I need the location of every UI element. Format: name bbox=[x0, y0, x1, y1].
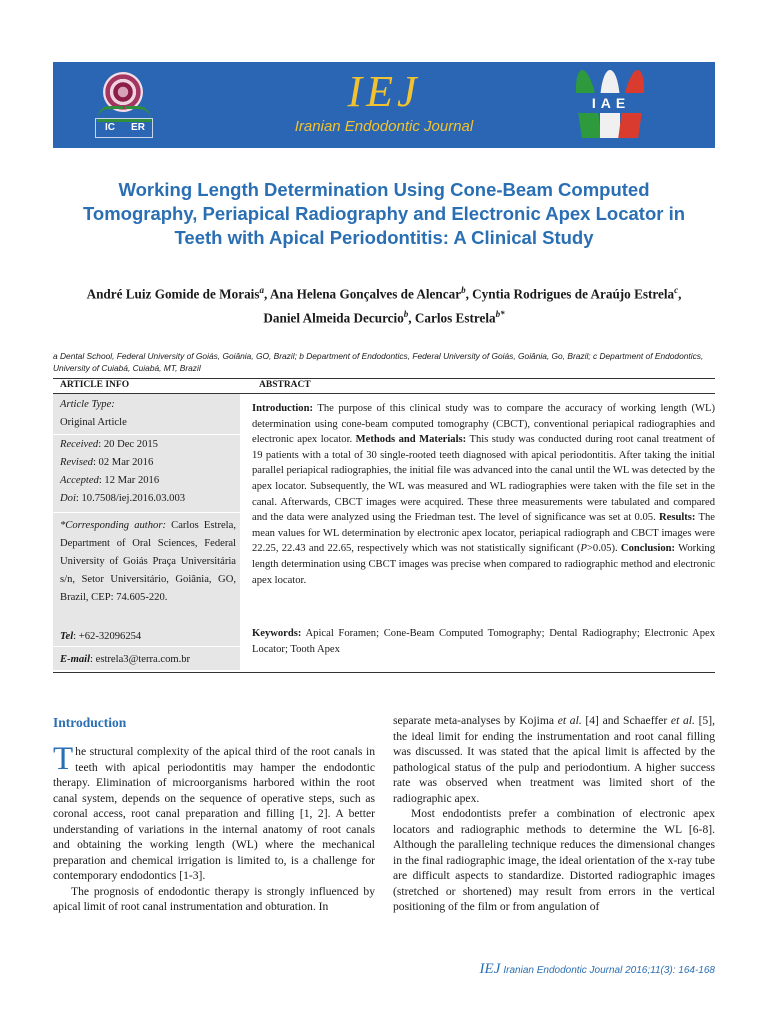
author-separator: , bbox=[678, 286, 682, 302]
intro-paragraph-2: The prognosis of endodontic therapy is strongly influenced by apical limit of root canal instrumentation and obturation. In bbox=[53, 884, 375, 913]
article-type-label: Article Type: bbox=[60, 399, 115, 410]
keywords bbox=[252, 626, 715, 657]
accepted-label: Accepted bbox=[60, 475, 99, 486]
et-al: et al. bbox=[557, 714, 582, 727]
journal-abbrev: IEJ bbox=[347, 67, 421, 116]
abstract-results-b: >0.05). bbox=[586, 543, 618, 555]
author-name: Daniel Almeida Decurcio bbox=[263, 310, 404, 326]
abstract-text bbox=[252, 401, 715, 588]
text-run: [5], the ideal limit for ending the instrumentation and root canal filling was discussed. It was stated that the apical limit is affected by the pathological status of the pulp and periodontium. A higher success rate was observed when treatment was limited short of the radiographic apex. bbox=[393, 714, 715, 805]
introduction-heading: Introduction bbox=[53, 715, 127, 730]
footer-journal-abbrev: IEJ bbox=[479, 961, 501, 977]
footer-citation: Iranian Endodontic Journal 2016;11(3): 164-168 bbox=[503, 965, 715, 976]
text-run: [4] and Schaeffer bbox=[581, 714, 671, 727]
email-label: E-mail bbox=[60, 654, 91, 665]
abstract-header: ABSTRACT bbox=[259, 380, 311, 390]
abstract-results-label: Results: bbox=[658, 512, 696, 524]
corresponding-author bbox=[60, 517, 236, 607]
intro-paragraph-1-text: he structural complexity of the apical third of the root canals in teeth with apical periodontitis may hamper the endodontic therapy. Elimination of microorganisms harbored within the root canal system, depends on the sequence of operative steps, such as coronal access, root canal preparation and filling [1, 2]. A better understanding of variations in the internal anatomy of root canals and obtaining the working length (WL) where the mechanical preparation and chemical irrigation is limited to, is a challenge for contemporary endodontics [1-3]. bbox=[53, 745, 375, 882]
email-info bbox=[60, 651, 236, 669]
author-affiliation-mark: a bbox=[259, 285, 264, 295]
abstract-intro: The purpose of this clinical study was to compare the accuracy of working length (WL) determination using cone-beam computed tomography (CBCT), conventional periapical radiographies and electronic apex locator. bbox=[252, 403, 715, 446]
revised-label: Revised bbox=[60, 457, 93, 468]
author-separator: , bbox=[408, 310, 415, 326]
drop-cap: T bbox=[53, 741, 74, 777]
author-separator: , bbox=[263, 286, 270, 302]
keywords-list: Apical Foramen; Cone-Beam Computed Tomography; Dental Radiography; Electronic Apex Locator; Tooth Apex bbox=[252, 628, 715, 655]
author-name: Ana Helena Gonçalves de Alencar bbox=[269, 286, 462, 302]
journal-banner bbox=[53, 62, 715, 148]
keywords-label: Keywords: bbox=[252, 628, 302, 639]
text-run: separate meta-analyses by Kojima bbox=[393, 714, 558, 727]
box-top-rule bbox=[53, 378, 715, 379]
author-affiliation-mark: c bbox=[674, 285, 679, 295]
icer-logo-text-2: ER bbox=[131, 122, 145, 133]
abstract-conclusion-label: Conclusion: bbox=[620, 543, 676, 555]
body-column-left bbox=[53, 741, 375, 915]
author-affiliation-mark: b bbox=[461, 285, 466, 295]
et-al: et al. bbox=[670, 714, 695, 727]
doi-label: Doi bbox=[60, 493, 76, 504]
author-list bbox=[60, 280, 708, 329]
author-name: Carlos Estrela bbox=[414, 310, 496, 326]
page-footer bbox=[480, 961, 715, 978]
abstract-conclusion: Working length determination using CBCT images was precise when compared to radiographic method and electronic apex locator. bbox=[252, 543, 715, 586]
author-affiliation-mark: b bbox=[403, 309, 409, 320]
contact-info bbox=[60, 628, 236, 646]
intro-paragraph-4: Most endodontists prefer a combination of electronic apex locators and radiographic methods to determine the WL [6-8]. Although the paralleling technique reduces the dimensional changes in the final radiographic image, the ideal orientation of the x-ray tube are difficult aspects to standardize. Distorted radiographic images (stretched or shortened) may result from errors in the vertical positioning of the film or from angulation of bbox=[393, 807, 715, 913]
email-link[interactable]: : estrela3@terra.com.br bbox=[90, 654, 191, 665]
intro-paragraph-3 bbox=[393, 713, 715, 806]
icer-logo-text-1: IC bbox=[105, 122, 115, 133]
author-name: Cyntia Rodrigues de Araújo Estrela bbox=[472, 286, 675, 302]
info-separator bbox=[53, 646, 240, 647]
info-separator bbox=[53, 434, 240, 435]
p-symbol: P bbox=[580, 543, 587, 555]
journal-name: Iranian Endodontic Journal bbox=[294, 118, 474, 135]
revised-date: : 02 Mar 2016 bbox=[92, 457, 154, 468]
tel-value: : +62-32096254 bbox=[73, 631, 142, 642]
corresponding-author-label: *Corresponding author: bbox=[60, 520, 166, 531]
article-info-header: ARTICLE INFO bbox=[60, 380, 130, 390]
abstract-methods: This study was conducted during root canal treatment of 19 patients with a total of 30 single-rooted teeth diagnosed with apical periodontitis. After taking the initial parallel periapical radiographies, the initial file was advanced into the canal until the WL was detected by the apex locator. Subsequently, the WL was measured and WL radiographies were taken with the file set in the canal. Afterwards, CBCT images were acquired. These three measurements were tabulated and compared and the data were analyzed using the Friedman test. The level of significance was set at 0.05. bbox=[252, 434, 715, 524]
author-separator: , bbox=[465, 286, 473, 302]
info-separator bbox=[53, 512, 240, 513]
article-info-panel bbox=[53, 394, 240, 670]
abstract-results-a: The mean values for WL determination by electronic apex locator, periapical radiograph and CBCT images were 22.25, 22.43 and 22.65, respectively which was not statistically significant ( bbox=[252, 512, 715, 555]
received-date: : 20 Dec 2015 bbox=[98, 439, 158, 450]
article-title: Working Length Determination Using Cone-Beam Computed Tomography, Periapical Radiography and Electronic Apex Locator in Teeth with Apical Periodontitis: A Clinical Study bbox=[82, 179, 686, 248]
abstract-methods-label: Methods and Materials: bbox=[355, 434, 467, 446]
body-column-right bbox=[393, 713, 715, 915]
iae-logo bbox=[573, 70, 649, 140]
box-bottom-rule bbox=[53, 672, 715, 673]
author-affiliation-mark: b* bbox=[495, 309, 505, 320]
accepted-date: : 12 Mar 2016 bbox=[98, 475, 160, 486]
doi-link[interactable]: : 10.7508/iej.2016.03.003 bbox=[75, 493, 186, 504]
author-name: André Luiz Gomide de Morais bbox=[86, 286, 260, 302]
article-type-value: Original Article bbox=[60, 417, 127, 428]
abstract-intro-label: Introduction: bbox=[252, 403, 314, 414]
tel-label: Tel bbox=[60, 631, 74, 642]
corresponding-author-address: Carlos Estrela, Department of Oral Sciences, Federal University of Goiás Praça Universitária s/n, Setor Universitário, Goiânia, GO, Brazil, CEP: 74.605-220. bbox=[60, 520, 236, 603]
article-dates bbox=[60, 436, 236, 508]
intro-paragraph-1 bbox=[53, 741, 375, 884]
iae-logo-text: IAE bbox=[573, 93, 649, 113]
received-label: Received bbox=[60, 439, 99, 450]
affiliations: a Dental School, Federal University of Goiás, Goiânia, GO, Brazil; b Department of Endodontics, Federal University of Goiás, Goiânia, Go, Brazil; c Department of Endodontics, University of Cuiabá, Cuiabá, MT, Brazil bbox=[53, 351, 704, 373]
article-type bbox=[60, 396, 236, 432]
